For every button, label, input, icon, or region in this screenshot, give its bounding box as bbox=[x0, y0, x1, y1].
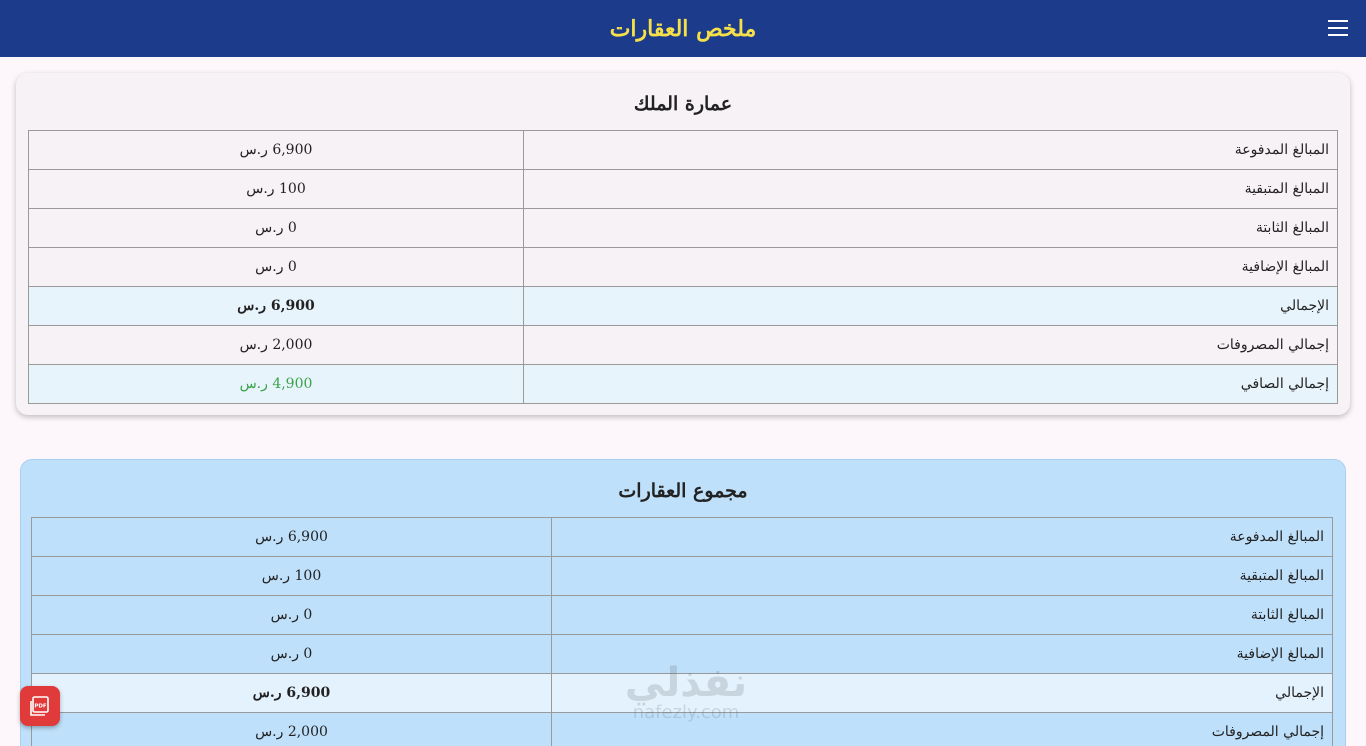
table-row bbox=[32, 557, 1333, 596]
table-row bbox=[29, 170, 1338, 209]
pdf-icon bbox=[29, 695, 51, 717]
property-table bbox=[28, 130, 1338, 404]
row-label: إجمالي المصروفات bbox=[552, 713, 1333, 746]
row-label: إجمالي المصروفات bbox=[524, 326, 1338, 365]
table-row-total bbox=[32, 674, 1333, 713]
row-label: المبالغ المدفوعة bbox=[552, 518, 1333, 557]
table-row bbox=[32, 518, 1333, 557]
row-label: المبالغ الإضافية bbox=[524, 248, 1338, 287]
row-value: 0 ر.س bbox=[29, 209, 524, 248]
table-row bbox=[29, 248, 1338, 287]
table-row bbox=[32, 635, 1333, 674]
property-card bbox=[16, 73, 1350, 415]
table-row-net bbox=[29, 365, 1338, 404]
svg-text:PDF: PDF bbox=[34, 703, 47, 710]
property-title: عمارة الملك bbox=[633, 93, 733, 115]
summary-title: مجموع العقارات bbox=[618, 480, 748, 502]
row-value: 0 ر.س bbox=[29, 248, 524, 287]
row-value: 100 ر.س bbox=[32, 557, 552, 596]
table-row bbox=[29, 209, 1338, 248]
row-value: 0 ر.س bbox=[32, 596, 552, 635]
page-title: ملخص العقارات bbox=[609, 15, 757, 42]
table-row bbox=[32, 713, 1333, 746]
row-label: المبالغ المتبقية bbox=[524, 170, 1338, 209]
pdf-export-button[interactable] bbox=[20, 686, 60, 726]
row-label: المبالغ الثابتة bbox=[524, 209, 1338, 248]
row-label: المبالغ الإضافية bbox=[552, 635, 1333, 674]
top-app-bar bbox=[0, 0, 1366, 57]
table-row bbox=[29, 326, 1338, 365]
row-value: 0 ر.س bbox=[32, 635, 552, 674]
summary-table bbox=[31, 517, 1333, 746]
row-value-total: 6,900 ر.س bbox=[32, 674, 552, 713]
hamburger-menu-icon[interactable] bbox=[1328, 20, 1348, 36]
row-value: 100 ر.س bbox=[29, 170, 524, 209]
row-label: الإجمالي bbox=[552, 674, 1333, 713]
table-row bbox=[29, 131, 1338, 170]
table-row bbox=[32, 596, 1333, 635]
row-label: الإجمالي bbox=[524, 287, 1338, 326]
row-value: 6,900 ر.س bbox=[32, 518, 552, 557]
row-label: المبالغ الثابتة bbox=[552, 596, 1333, 635]
summary-card bbox=[20, 459, 1346, 746]
row-value: 6,900 ر.س bbox=[29, 131, 524, 170]
row-value-total: 6,900 ر.س bbox=[29, 287, 524, 326]
row-value-net: 4,900 ر.س bbox=[29, 365, 524, 404]
row-label: المبالغ المدفوعة bbox=[524, 131, 1338, 170]
row-value: 2,000 ر.س bbox=[32, 713, 552, 746]
row-label: المبالغ المتبقية bbox=[552, 557, 1333, 596]
row-label: إجمالي الصافي bbox=[524, 365, 1338, 404]
table-row-total bbox=[29, 287, 1338, 326]
row-value: 2,000 ر.س bbox=[29, 326, 524, 365]
